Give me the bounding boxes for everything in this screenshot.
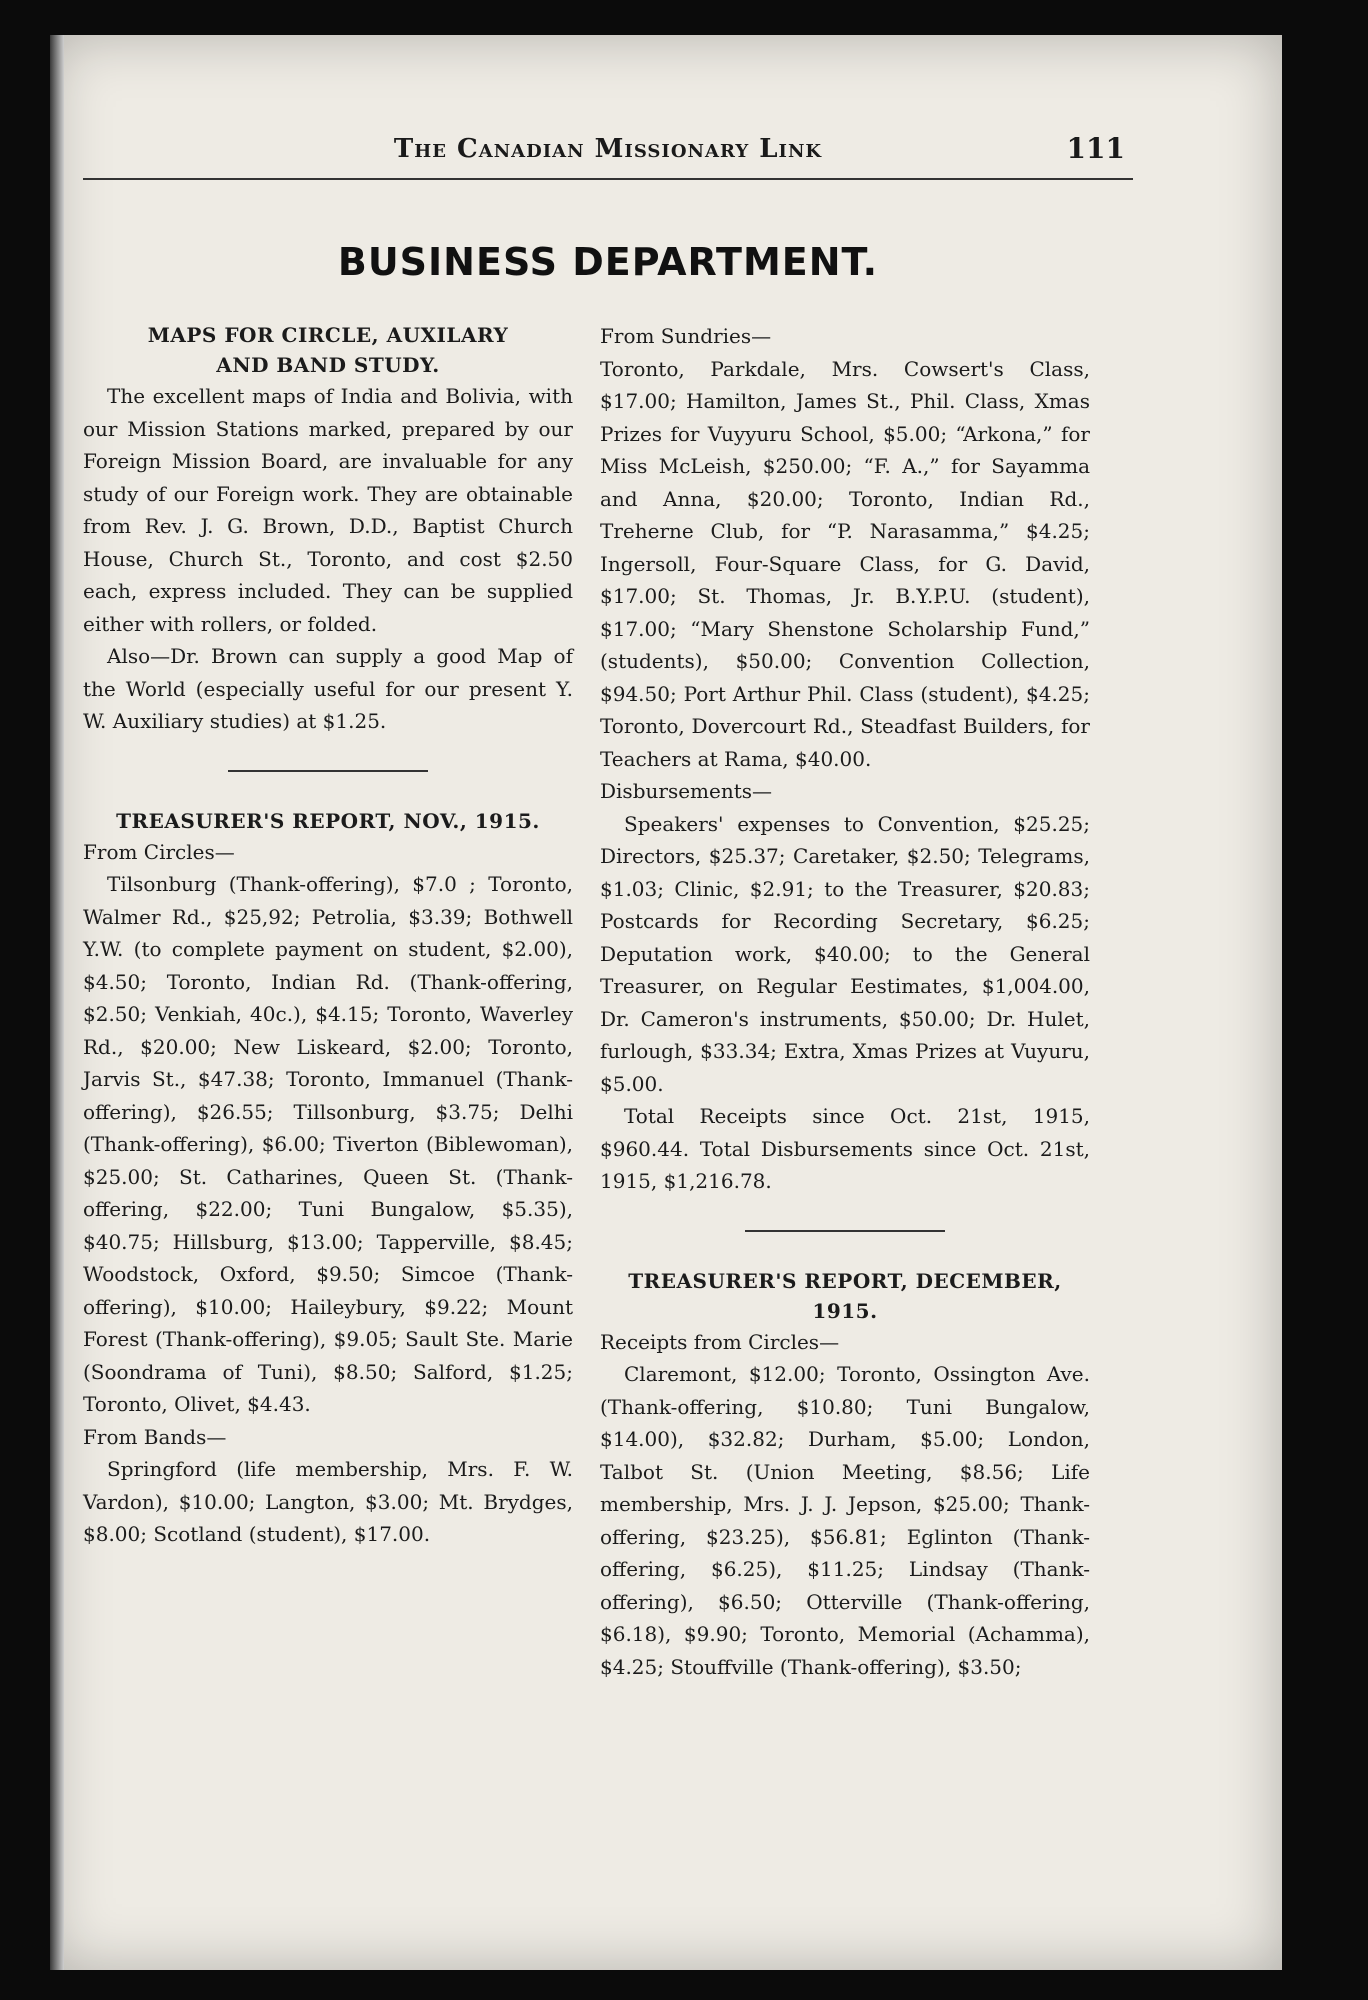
- nov-bands-text: Springford (life membership, Mrs. F. W. Vardon), $10.00; Langton, $3.00; Mt. Brydges, $8.00; Scotland (student), $17.00.: [83, 1457, 573, 1546]
- page-number: 111: [1066, 132, 1125, 165]
- disbursements-text: Speakers' expenses to Convention, $25.25; Directors, $25.37; Caretaker, $2.50; Telegrams, $1.03; Clinic, $2.91; to the Treasurer, $20.83; Postcards for Recording Secretary, $6.25; Deputation work, $40.00; to the General Treasurer, on Regular Eestimates, $1,004.00, Dr. Cameron's instruments, $50.00; Dr. Hulet, furlough, $33.34; Extra, Xmas Prizes at Vuyuru, $5.00.: [600, 811, 1090, 1096]
- department-title: BUSINESS DEPARTMENT.: [337, 240, 879, 284]
- nov-bands-label: From Bands—: [83, 1424, 227, 1449]
- dec-circles-label: Receipts from Circles—: [600, 1329, 840, 1354]
- running-title: The Canadian Missionary Link: [393, 134, 823, 164]
- dec-report-heading-line1: TREASURER'S REPORT, DECEMBER,: [628, 1268, 1062, 1293]
- nov-circles-label: From Circles—: [83, 839, 235, 864]
- nov-circles-text: Tilsonburg (Thank-offering), $7.0 ; Toronto, Walmer Rd., $25,92; Petrolia, $3.39; Bothwell Y.W. (to complete payment on student, $2.00), $4.50; Toronto, Indian Rd. (Thank-offering, $2.50; Venkiah, 40c.), $4.15; Toronto, Waverley Rd., $20.00; New Liskeard, $2.00; Toronto, Jarvis St., $47.38; Toronto, Immanuel (Thank-offering), $26.55; Tillsonburg, $3.75; Delhi (Thank-offering), $6.00; Tiverton (Biblewoman), $25.00; St. Catharines, Queen St. (Thank-offering, $22.00; Tuni Bungalow, $5.35), $40.75; Hillsburg, $13.00; Tapperville, $8.45; Woodstock, Oxford, $9.50; Simcoe (Thank-offering), $10.00; Haileybury, $9.22; Mount Forest (Thank-offering), $9.05; Sault Ste. Marie (Soondrama of Tuni), $8.50; Salford, $1.25; Toronto, Olivet, $4.43.: [83, 872, 573, 1416]
- maps-paragraph-1: The excellent maps of India and Bolivia, with our Mission Stations marked, prepared by our Foreign Mission Board, are invaluable for any study of our Foreign work. They are obtainable from Rev. J. G. Brown, D.D., Baptist Church House, Church St., Toronto, and cost $2.50 each, express included. They can be supplied either with rollers, or folded.: [83, 384, 573, 636]
- sundries-label: From Sundries—: [600, 324, 772, 348]
- nov-report-heading: TREASURER'S REPORT, NOV., 1915.: [116, 808, 540, 833]
- maps-heading-line1: MAPS FOR CIRCLE, AUXILARY: [147, 323, 509, 347]
- section-divider: [228, 770, 428, 772]
- totals-text: Total Receipts since Oct. 21st, 1915, $960.44. Total Disbursements since Oct. 21st, 1915, $1,216.78.: [600, 1104, 1090, 1193]
- page-spine-shadow: [50, 35, 64, 1970]
- maps-heading-line2: AND BAND STUDY.: [216, 353, 440, 377]
- right-column: [600, 320, 1090, 1683]
- running-header: [83, 128, 1133, 180]
- section-divider: [745, 1230, 945, 1232]
- dec-report-heading-line2: 1915.: [812, 1298, 878, 1323]
- maps-paragraph-2: Also—Dr. Brown can supply a good Map of the World (especially useful for our present Y. W. Auxiliary studies) at $1.25.: [83, 644, 573, 733]
- sundries-text: Toronto, Parkdale, Mrs. Cowsert's Class, $17.00; Hamilton, James St., Phil. Class, Xmas Prizes for Vuyyuru School, $5.00; “Arkona,” for Miss McLeish, $250.00; “F. A.,” for Sayamma and Anna, $20.00; Toronto, Indian Rd., Treherne Club, for “P. Narasamma,” $4.25; Ingersoll, Four-Square Class, for G. David, $17.00; St. Thomas, Jr. B.Y.P.U. (student), $17.00; “Mary Shenstone Scholarship Fund,” (students), $50.00; Convention Collection, $94.50; Port Arthur Phil. Class (student), $4.25; Toronto, Dovercourt Rd., Steadfast Builders, for Teachers at Rama, $40.00.: [600, 356, 1090, 771]
- dec-circles-text: Claremont, $12.00; Toronto, Ossington Ave. (Thank-offering, $10.80; Tuni Bungalow, $14.00), $32.82; Durham, $5.00; London, Talbot St. (Union Meeting, $8.56; Life membership, Mrs. J. J. Jepson, $25.00; Thank-offering, $23.25), $56.81; Eglinton (Thank-offering, $6.25), $11.25; Lindsay (Thank-offering), $6.50; Otterville (Thank-offering, $6.18), $9.90; Toronto, Memorial (Achamma), $4.25; Stouffville (Thank-offering), $3.50;: [600, 1362, 1090, 1679]
- left-column: [83, 320, 573, 1551]
- disbursements-label: Disbursements—: [600, 779, 773, 803]
